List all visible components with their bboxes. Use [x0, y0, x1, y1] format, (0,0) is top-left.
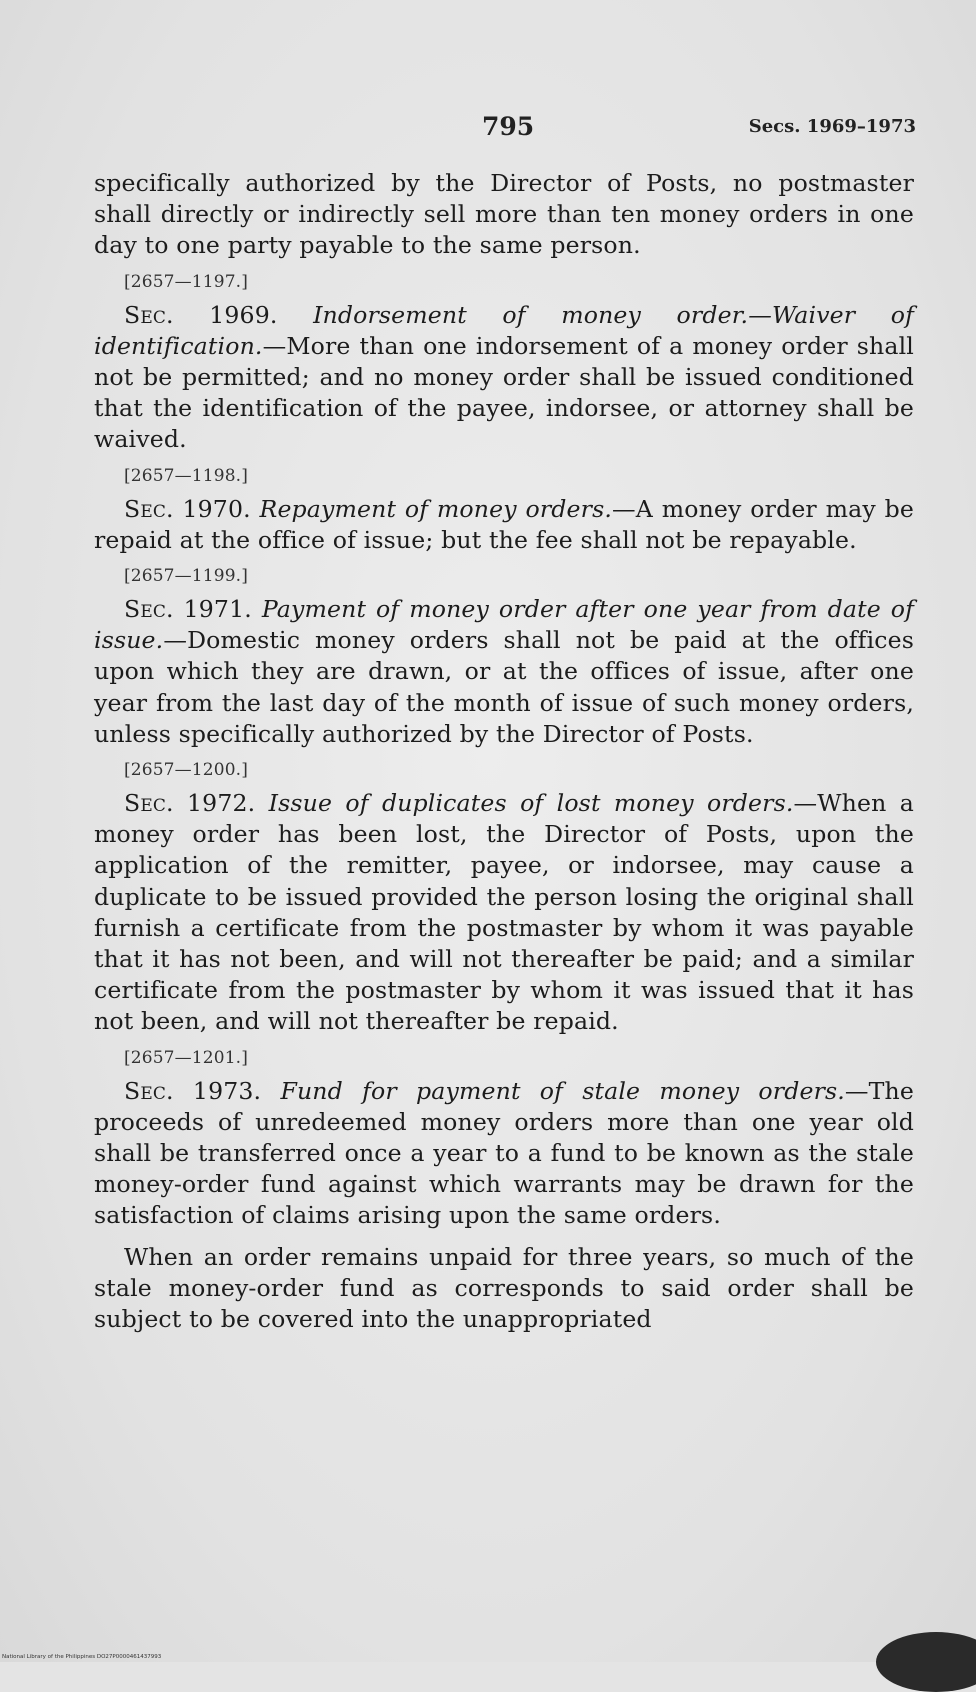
section-title: Indorsement of money order.—Waiver of identification.	[94, 300, 914, 360]
page-header	[92, 112, 916, 152]
section-text: —The proceeds of unredeemed money orders more than one year old shall be transferred once a year to a fund to be known as the stale money-order fund against which warrants may be drawn for the satisfaction of claims arising upon the same orders.	[94, 1076, 915, 1230]
section-title: Issue of duplicates of lost money orders.	[268, 789, 794, 818]
section-text: —When a money order has been lost, the Director of Posts, upon the application of the remitter, payee, or indorsee, may cause a duplicate to be issued provided the person losing the original shall furnish a certificate from the postmaster by whom it was payable that it has not been, and will not thereafter be paid; and a similar certificate from the postmaster by whom it was issued that it has not been, and will not thereafter be repaid.	[94, 789, 914, 1036]
section-text: —More than one indorsement of a money order shall not be permitted; and no money order shall be issued conditioned that the identification of the payee, indorsee, or attorney shall be waived.	[94, 331, 914, 454]
section-1969	[94, 300, 914, 456]
section-reference: [2657—1200.]	[124, 760, 248, 781]
closing-paragraph: When an order remains unpaid for three years, so much of the stale money-order fund as corresponds to said order shall be subject to be covered into the unappropriated	[94, 1242, 914, 1334]
section-label: Sec. 1971.	[124, 595, 252, 624]
scan-footer-note: National Library of the Philippines DO27P0000461437993	[2, 1654, 162, 1660]
section-1970	[94, 494, 914, 556]
section-text: —A money order may be repaid at the office of issue; but the fee shall not be repayable.	[94, 494, 914, 554]
section-label: Sec. 1970.	[124, 494, 251, 523]
page-number: 795	[482, 112, 535, 141]
section-text: —Domestic money orders shall not be paid at the offices upon which they are drawn, or at the offices of issue, after one year from the last day of the month of issue of such money orders, unless specifically authorized by the Director of Posts.	[94, 626, 914, 748]
section-1973	[94, 1076, 914, 1232]
running-head: Secs. 1969–1973	[748, 116, 916, 137]
section-title: Fund for payment of stale money orders.	[280, 1076, 845, 1105]
section-title: Payment of money order after one year from date of issue.	[94, 595, 915, 655]
section-reference: [2657—1197.]	[124, 271, 248, 292]
section-1972	[94, 788, 914, 1038]
section-label: Sec. 1973.	[124, 1076, 262, 1105]
scan-corner-shadow	[876, 1632, 976, 1692]
section-title: Repayment of money orders.	[259, 494, 612, 523]
section-reference: [2657—1198.]	[124, 465, 248, 486]
body-text	[94, 168, 914, 1335]
section-label: Sec. 1972.	[124, 789, 256, 818]
section-reference: [2657—1199.]	[124, 566, 248, 587]
section-1971	[94, 594, 914, 750]
section-reference: [2657—1201.]	[124, 1047, 248, 1068]
section-label: Sec. 1969.	[124, 300, 278, 329]
opening-paragraph: specifically authorized by the Director of Posts, no postmaster shall directly or indirectly sell more than ten money orders in one day to one party payable to the same person.	[94, 169, 914, 260]
